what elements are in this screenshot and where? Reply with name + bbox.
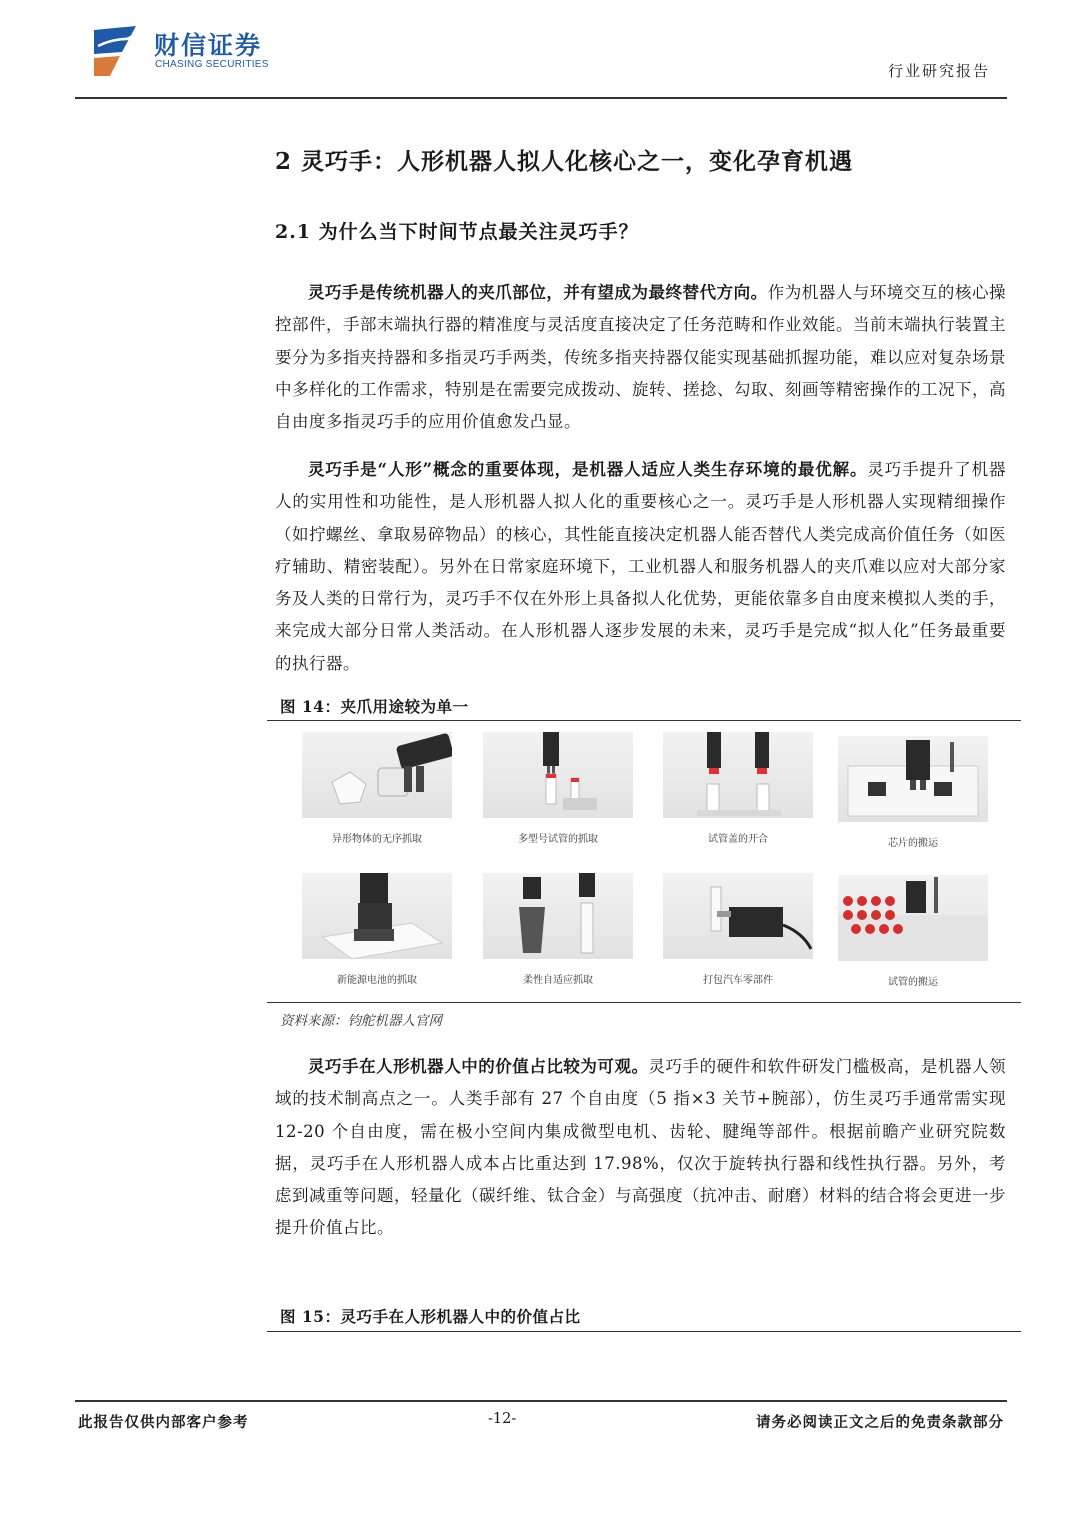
figure-14-bottom-rule: [267, 1002, 1021, 1003]
footer-notice: 请务必阅读正文之后的免责条款部分: [756, 1414, 1004, 1431]
header-divider: [75, 97, 1007, 99]
figure-14-item: [838, 736, 988, 849]
paragraph-body: 灵巧手的硬件和软件研发门槛极高，是机器人领域的技术制高点之一。人类手部有 27 个自由度（5 指×3 关节+腕部），仿生灵巧手通常需实现 12-20 个自由度，需在极小空间内集成微型电机、齿轮、腱绳等部件。根据前瞻产业研究院数据，灵巧手在人形机器人成本占比重达到 17.98%，仅次于旋转执行器和线性执行器。另外，考虑到减重等问题，轻量化（碳纤维、钛合金）与高强度（抗冲击、耐磨）材料的结合将会更进一步提升价值占比。: [275, 1057, 1007, 1238]
figure-14-item: [663, 873, 813, 986]
chasing-logo-icon: [92, 24, 146, 78]
figure-14-item: [302, 732, 452, 845]
image-label: 异形物体的无序抓取: [332, 834, 422, 845]
chip-transport-image: [838, 736, 988, 822]
image-label: 柔性自适应抓取: [523, 975, 593, 986]
logo-chinese-name: 财信证券: [154, 31, 263, 60]
image-label: 芯片的搬运: [888, 838, 938, 849]
paragraph-humanoid: [275, 454, 1006, 680]
paragraph-lead: 灵巧手在人形机器人中的价值占比较为可观。: [308, 1057, 649, 1076]
figure-14-item: [483, 873, 633, 986]
figure-14-item: [663, 732, 813, 845]
image-label: 试管盖的开合: [708, 834, 768, 845]
paragraph-body: 灵巧手提升了机器人的实用性和功能性，是人形机器人拟人化的重要核心之一。灵巧手是人形机器人实现精细操作（如拧螺丝、拿取易碎物品）的核心，其性能直接决定机器人能否替代人类完成高价值任务（如医疗辅助、精密装配）。另外在日常家庭环境下，工业机器人和服务机器人的夹爪难以应对大部分家务及人类的日常行为，灵巧手不仅在外形上具备拟人化优势，更能依靠多自由度来模拟人类的手，来完成大部分日常人类活动。在人形机器人逐步发展的未来，灵巧手是完成“拟人化”任务最重要的执行器。: [275, 460, 1007, 673]
tube-transport-image: [838, 875, 988, 961]
figure-14-caption: 图 14：夹爪用途较为单一: [280, 697, 469, 716]
paragraph-lead: 灵巧手是传统机器人的夹爪部位，并有望成为最终替代方向。: [308, 283, 768, 302]
figure-14-image-grid: [300, 730, 990, 996]
image-label: 打包汽车零部件: [703, 975, 773, 986]
tube-cap-open-image: [663, 732, 813, 818]
page-number: -12-: [488, 1411, 517, 1427]
figure-14-item: [838, 875, 988, 988]
figure-14-item: [302, 873, 452, 986]
footer-divider: [75, 1400, 1007, 1402]
figure-14-top-rule: [267, 720, 1021, 721]
section-title: 2 灵巧手：人形机器人拟人化核心之一，变化孕育机遇: [275, 148, 854, 175]
paragraph-value-share: [275, 1051, 1006, 1245]
figure-15-top-rule: [267, 1331, 1021, 1332]
flexible-adaptive-grasp-image: [483, 873, 633, 959]
figure-14-source: 资料来源：钧舵机器人官网: [280, 1013, 442, 1029]
paragraph-body: 作为机器人与环境交互的核心操控部件，手部末端执行器的精准度与灵活度直接决定了任务范畴和作业效能。当前末端执行装置主要分为多指夹持器和多指灵巧手两类，传统多指夹持器仅能实现基础抓握功能，难以应对复杂场景中多样化的工作需求，特别是在需要完成拨动、旋转、搓捻、勾取、刻画等精密操作的工况下，高自由度多指灵巧手的应用价值愈发凸显。: [275, 283, 1007, 432]
paragraph-gripper: [275, 277, 1006, 438]
figure-14-item: [483, 732, 633, 845]
image-label: 试管的搬运: [888, 977, 938, 988]
logo-english-name: CHASING SECURITIES: [155, 59, 269, 70]
image-label: 新能源电池的抓取: [337, 975, 417, 986]
report-type-label: 行业研究报告: [887, 62, 990, 80]
paragraph-lead: 灵巧手是“人形”概念的重要体现，是机器人适应人类生存环境的最优解。: [308, 460, 868, 479]
battery-grasp-image: [302, 873, 452, 959]
auto-parts-packing-image: [663, 873, 813, 959]
test-tube-grasp-image: [483, 732, 633, 818]
subsection-title: 2.1 为什么当下时间节点最关注灵巧手？: [275, 221, 639, 243]
company-logo: [92, 24, 272, 78]
footer-disclaimer: 此报告仅供内部客户参考: [78, 1414, 249, 1431]
irregular-object-grasp-image: [302, 732, 452, 818]
image-label: 多型号试管的抓取: [518, 834, 598, 845]
figure-15-caption: 图 15：灵巧手在人形机器人中的价值占比: [280, 1307, 581, 1326]
